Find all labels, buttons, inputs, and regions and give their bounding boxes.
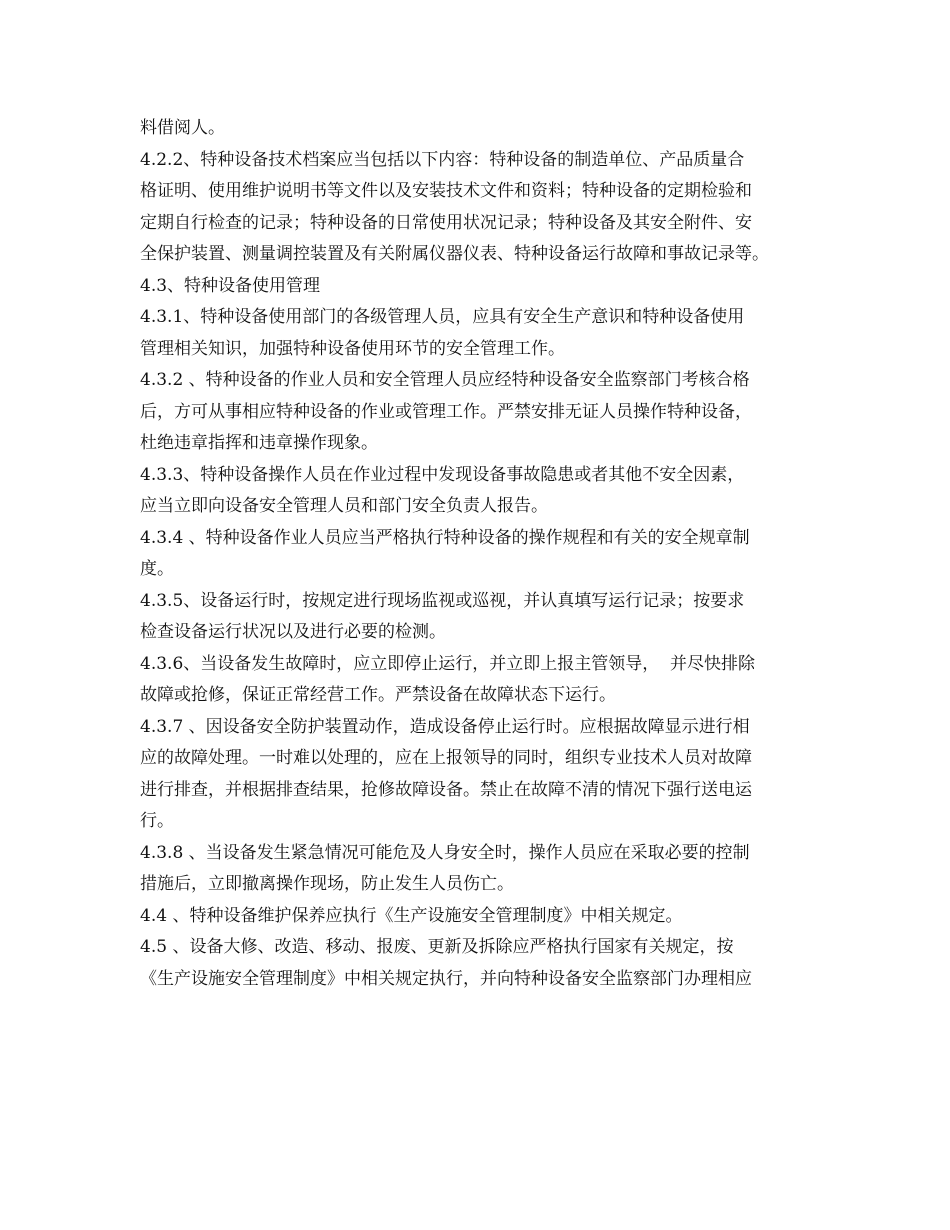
text-line: 杜绝违章指挥和违章操作现象。 bbox=[140, 433, 378, 453]
text-line: 度。 bbox=[140, 559, 174, 579]
section-heading: 4.3、特种设备使用管理 bbox=[140, 275, 321, 296]
text-line: 应的故障处理。一时难以处理的，应在上报领导的同时，组织专业技术人员对故障 bbox=[140, 748, 752, 768]
text-line: 应当立即向设备安全管理人员和部门安全负责人报告。 bbox=[140, 496, 548, 516]
text-line: 4.4 、特种设备维护保养应执行《生产设施安全管理制度》中相关规定。 bbox=[140, 905, 683, 926]
text-line: 故障或抢修，保证正常经营工作。严禁设备在故障状态下运行。 bbox=[140, 685, 616, 705]
text-line: 4.3.5、设备运行时，按规定进行现场监视或巡视，并认真填写运行记录；按要求 bbox=[140, 590, 745, 611]
text-line: 料借阅人。 bbox=[140, 118, 225, 138]
text-line: 4.3.3、特种设备操作人员在作业过程中发现设备事故隐患或者其他不安全因素， bbox=[140, 464, 745, 485]
text-line: 格证明、使用维护说明书等文件以及安装技术文件和资料；特种设备的定期检验和 bbox=[140, 181, 752, 201]
text-line: 管理相关知识，加强特种设备使用环节的安全管理工作。 bbox=[140, 338, 565, 359]
text-line: 4.3.6、当设备发生故障时，应立即停止运行，并立即上报主管领导， 并尽快排除 bbox=[140, 653, 756, 674]
text-line: 定期自行检查的记录；特种设备的日常使用状况记录；特种设备及其安全附件、安 bbox=[140, 212, 752, 233]
text-line: 4.3.2 、特种设备的作业人员和安全管理人员应经特种设备安全监察部门考核合格 bbox=[140, 370, 750, 390]
text-line: 4.3.1、特种设备使用部门的各级管理人员，应具有安全生产意识和特种设备使用 bbox=[140, 307, 745, 327]
text-line: 全保护装置、测量调控装置及有关附属仪器仪表、特种设备运行故障和事故记录等。 bbox=[140, 244, 769, 264]
text-line: 后，方可从事相应特种设备的作业或管理工作。严禁安排无证人员操作特种设备， bbox=[140, 401, 752, 422]
document-body bbox=[140, 113, 830, 995]
text-line: 行。 bbox=[140, 811, 174, 831]
text-line: 4.3.8 、当设备发生紧急情况可能危及人身安全时，操作人员应在采取必要的控制 bbox=[140, 842, 750, 863]
text-line: 措施后，立即撤离操作现场，防止发生人员伤亡。 bbox=[140, 874, 514, 894]
text-line: 4.5 、设备大修、改造、移动、报废、更新及拆除应严格执行国家有关规定，按 bbox=[140, 937, 734, 957]
text-line: 4.3.7 、因设备安全防护装置动作，造成设备停止运行时。应根据故障显示进行相 bbox=[140, 716, 750, 737]
text-line: 4.3.4 、特种设备作业人员应当严格执行特种设备的操作规程和有关的安全规章制 bbox=[140, 527, 750, 548]
text-line: 检查设备运行状况以及进行必要的检测。 bbox=[140, 622, 446, 642]
text-line: 4.2.2、特种设备技术档案应当包括以下内容：特种设备的制造单位、产品质量合 bbox=[140, 149, 745, 170]
text-line: 进行排查，并根据排查结果，抢修故障设备。禁止在故障不清的情况下强行送电运 bbox=[140, 779, 752, 800]
text-line: 《生产设施安全管理制度》中相关规定执行，并向特种设备安全监察部门办理相应 bbox=[140, 968, 752, 989]
